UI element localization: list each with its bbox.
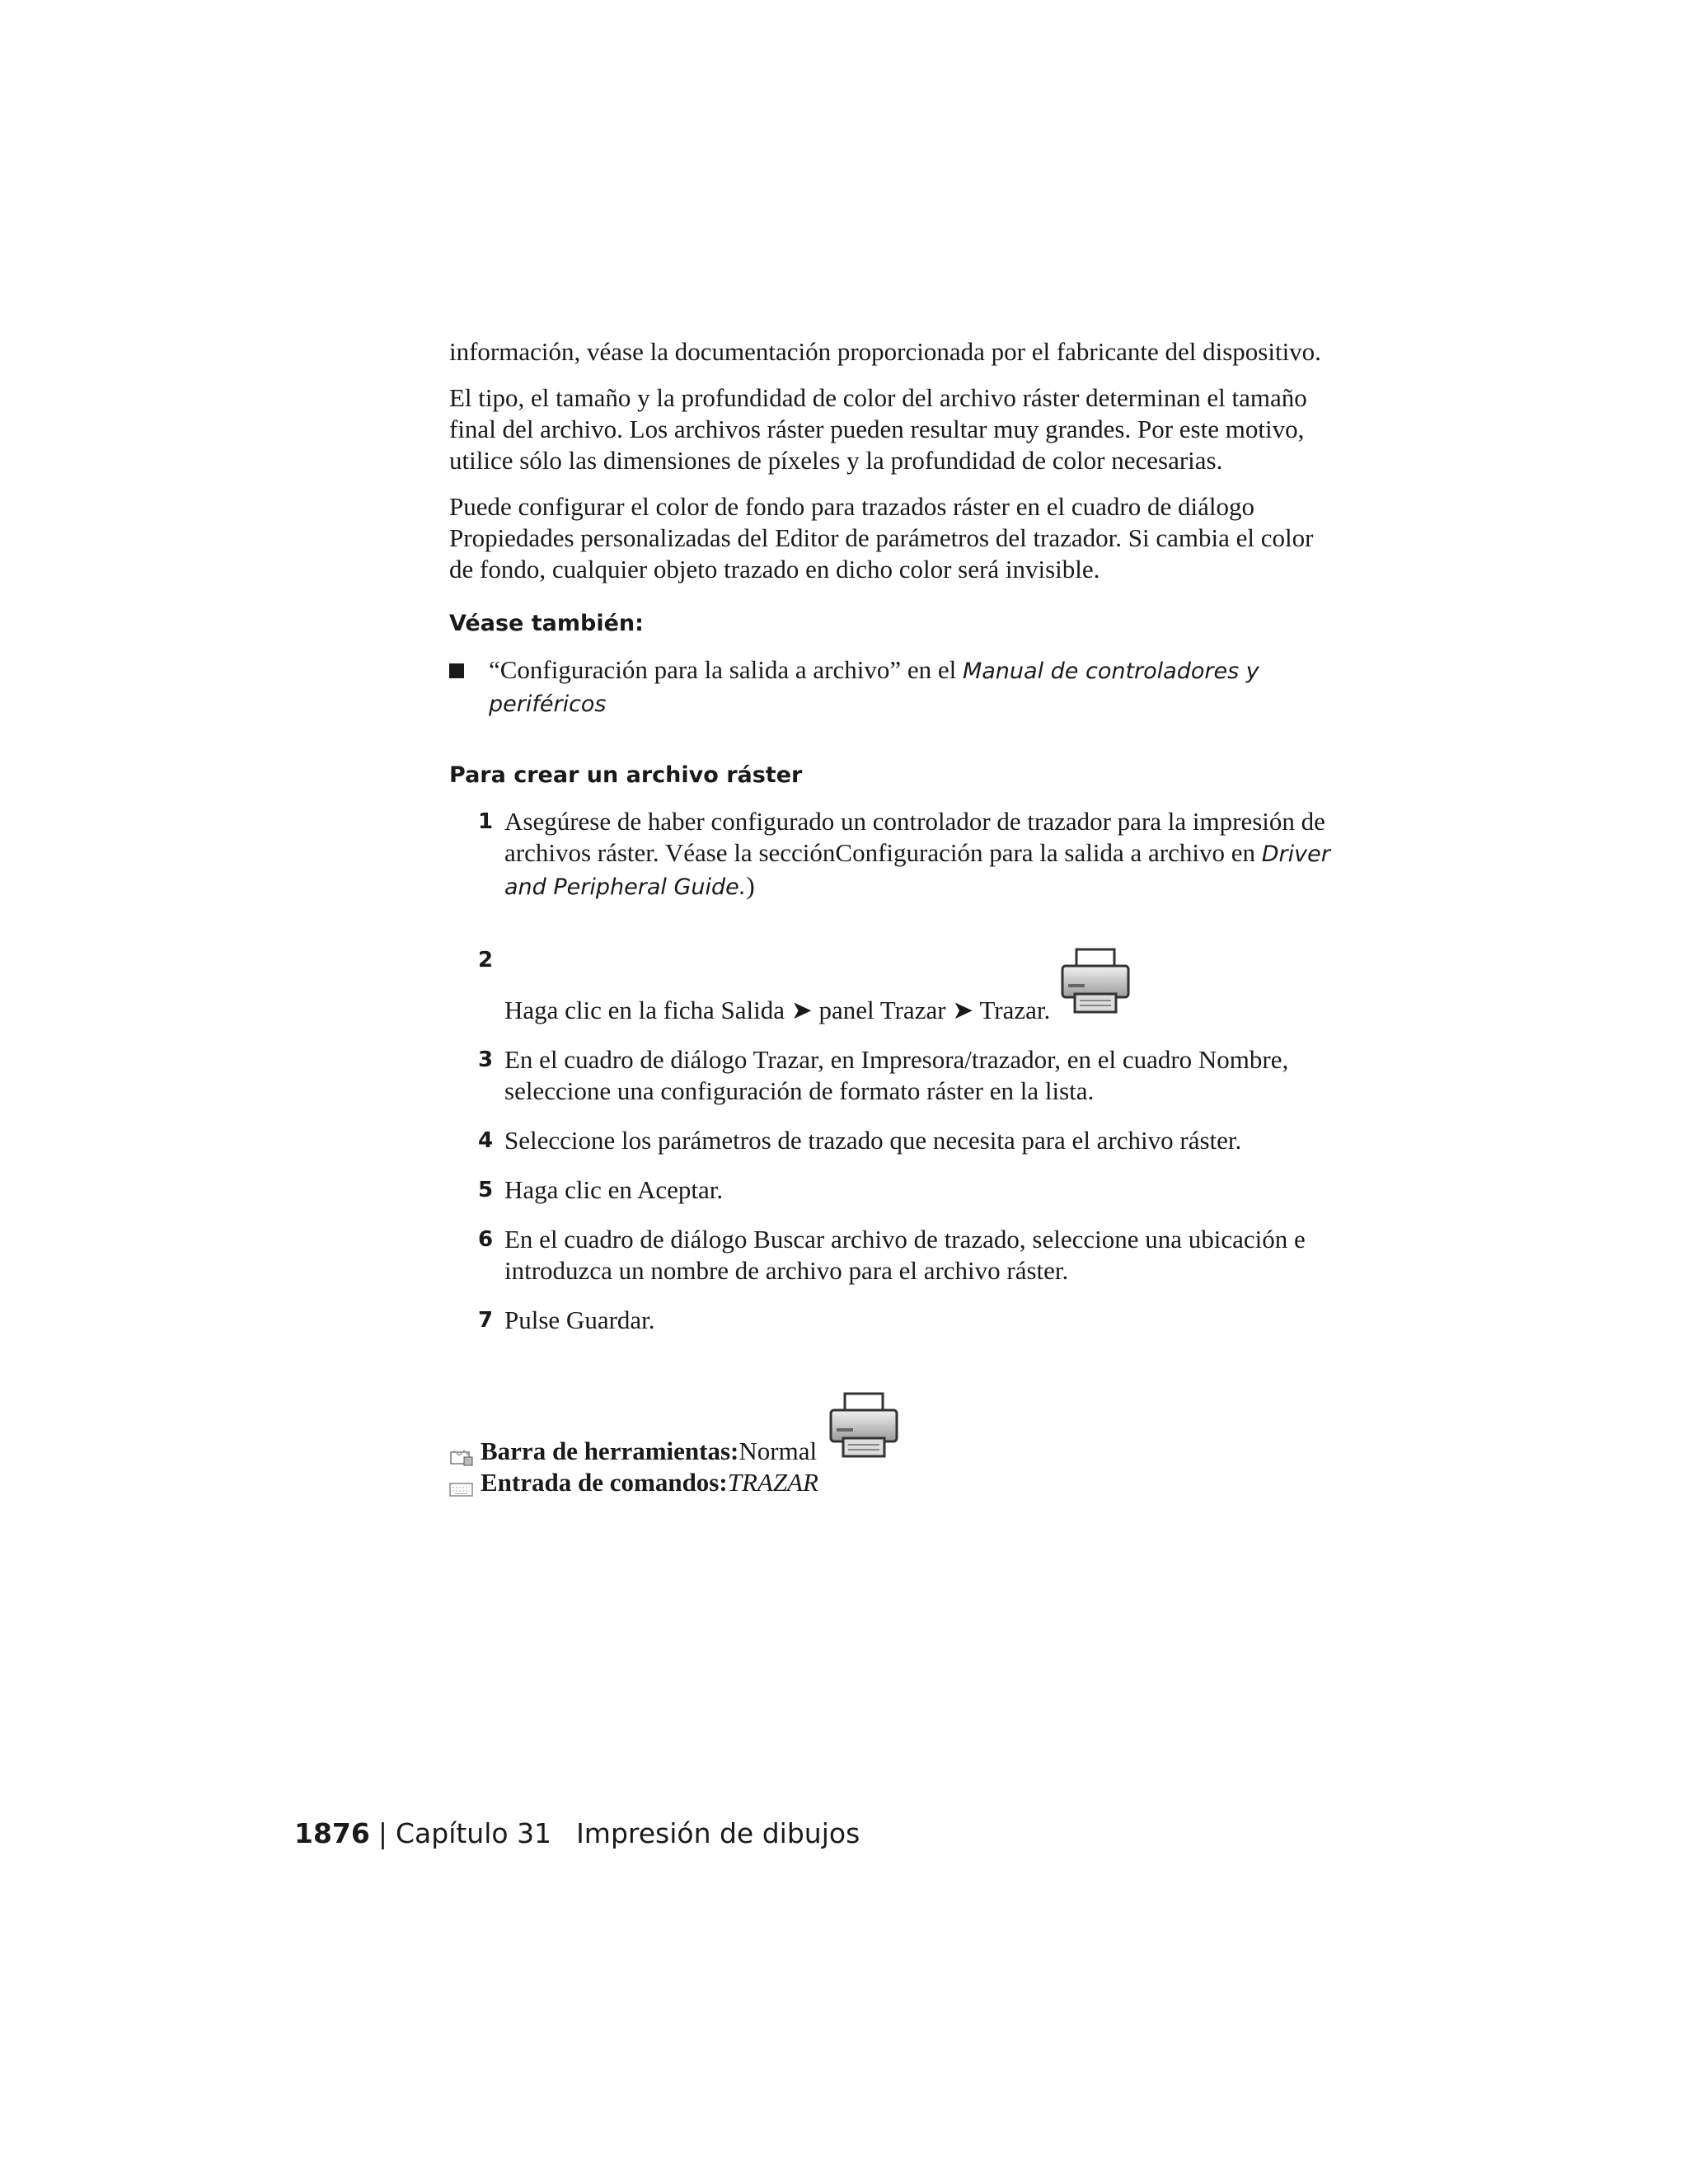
toolbar-label: Barra de herramientas: <box>481 1436 739 1465</box>
command-label: Entrada de comandos: <box>481 1468 728 1497</box>
step-7 <box>449 1305 1339 1336</box>
step-6 <box>449 1224 1339 1286</box>
step-3 <box>449 1044 1339 1107</box>
bullet-square-icon <box>449 654 489 720</box>
guide-link[interactable]: Driver and Peripheral Guide. <box>504 841 1330 900</box>
step-5 <box>449 1174 1339 1206</box>
step-text: Haga clic en la ficha Salida ➤ panel Trazar ➤ Trazar. <box>504 996 1051 1024</box>
step-number: 5 <box>478 1178 494 1202</box>
step-number: 4 <box>478 1128 494 1153</box>
toolbar-access-row <box>449 1385 1339 1467</box>
see-also-link[interactable]: “Configuración para la salida a archivo” en el Manual de controladores y periféricos <box>489 655 1259 717</box>
procedure-steps <box>449 806 1339 1336</box>
see-also-item <box>449 654 1339 720</box>
toolbar-printer-icon[interactable] <box>827 1390 901 1472</box>
step-2 <box>449 944 1339 1026</box>
access-methods <box>449 1385 1339 1498</box>
footer-separator: | <box>377 1817 387 1849</box>
step-number: 6 <box>478 1227 494 1252</box>
chapter-label: Capítulo 31 <box>395 1817 552 1849</box>
chapter-title: Impresión de dibujos <box>576 1817 860 1849</box>
page-footer <box>294 1817 860 1849</box>
step-4 <box>449 1125 1339 1156</box>
keyboard-icon <box>449 1479 474 1498</box>
step-text: Asegúrese de haber configurado un controlador de trazador para la impresión de archivos ráster. Véase la secciónConfiguración para la salida a archivo en <box>504 807 1325 867</box>
paragraph-2: El tipo, el tamaño y la profundidad de color del archivo ráster determinan el tamaño final del archivo. Los archivos ráster pueden resultar muy grandes. Por este motivo, utilice sólo las dimensiones de píxeles y la profundidad de color necesarias. <box>449 383 1307 475</box>
command-value: TRAZAR <box>727 1468 818 1497</box>
step-text: En el cuadro de diálogo Trazar, en Impresora/trazador, en el cuadro Nombre, seleccione una configuración de formato ráster en la lista. <box>504 1045 1289 1105</box>
toolbar-value: Normal <box>738 1436 818 1465</box>
step-text: Haga clic en Aceptar. <box>504 1175 724 1204</box>
page-number: 1876 <box>294 1817 370 1849</box>
step-text: En el cuadro de diálogo Buscar archivo de trazado, seleccione una ubicación e introduzca un nombre de archivo para el archivo ráster. <box>504 1225 1306 1285</box>
step-number: 1 <box>478 809 494 834</box>
procedure-heading: Para crear un archivo ráster <box>449 762 803 788</box>
paragraph-3: Puede configurar el color de fondo para trazados ráster en el cuadro de diálogo Propiedades personalizadas del Editor de parámetros del trazador. Si cambia el color de fondo, cualquier objeto trazado en dicho color será invisible. <box>449 492 1314 583</box>
step-number: 3 <box>478 1047 494 1072</box>
page-content <box>449 336 1339 1498</box>
step-text: Pulse Guardar. <box>504 1305 655 1334</box>
toolbar-icon <box>449 1447 474 1467</box>
paragraph-1: información, véase la documentación proporcionada por el fabricante del dispositivo. <box>449 337 1321 366</box>
see-also-heading: Véase también: <box>449 611 644 636</box>
step-number: 7 <box>478 1308 494 1333</box>
step-1: 1 Asegúrese de haber configurado un controlador de trazador para la impresión de archivos ráster. Véase la secciónConfiguración para la salida a archivo en Driver and Peripheral Guide.) <box>478 807 1330 900</box>
step-number: 2 <box>478 948 494 972</box>
plot-printer-icon <box>1058 946 1132 1028</box>
step-text: Seleccione los parámetros de trazado que necesita para el archivo ráster. <box>504 1126 1242 1155</box>
